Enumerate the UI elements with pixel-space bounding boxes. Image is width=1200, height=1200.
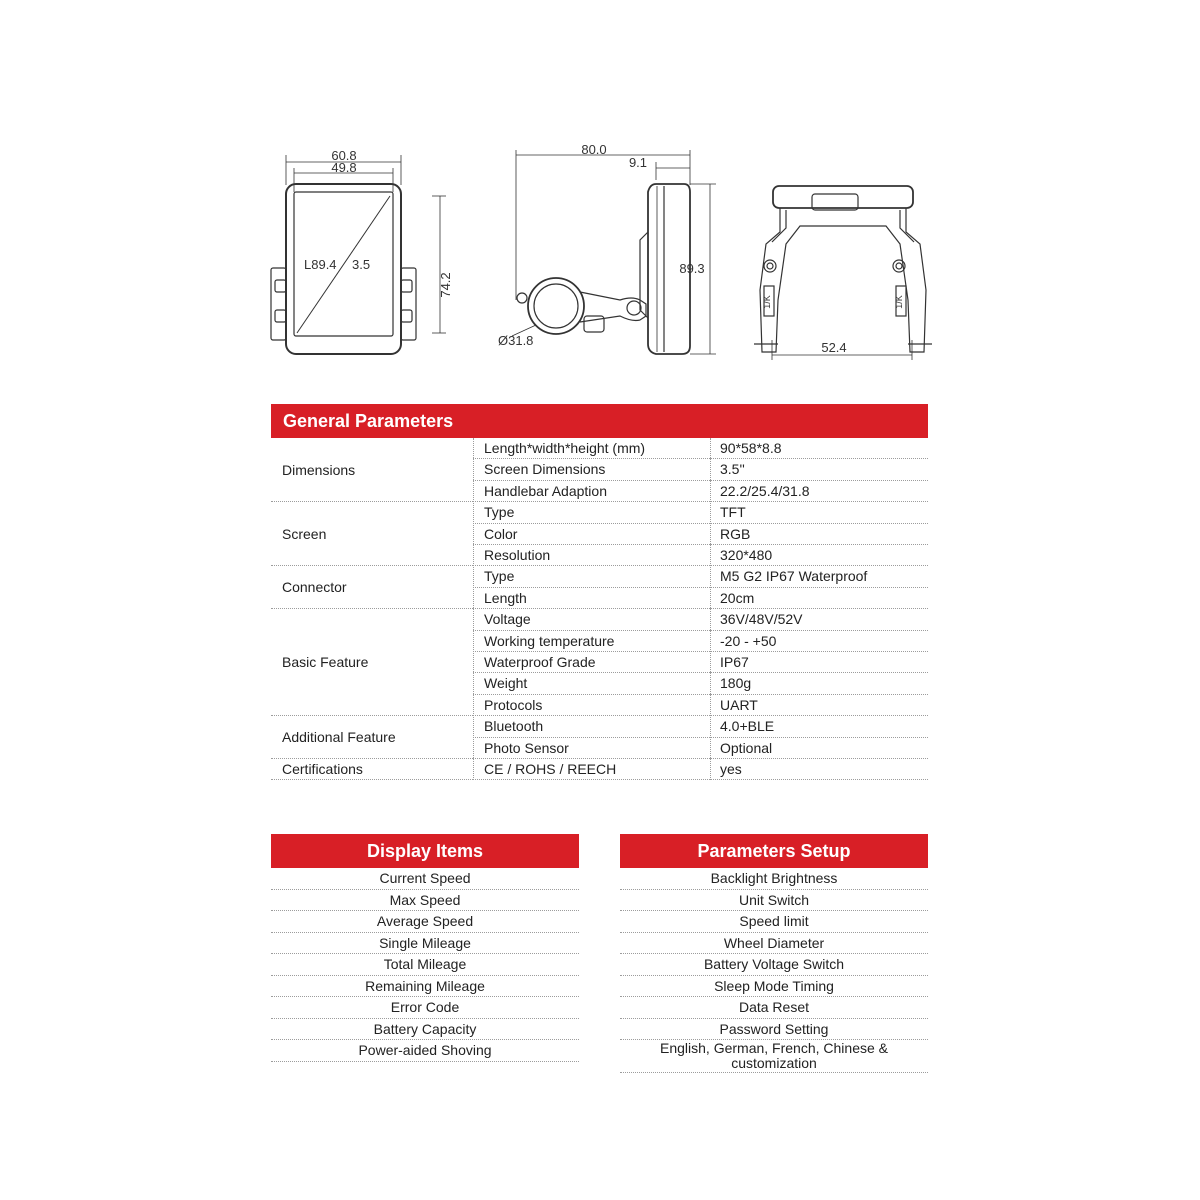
parameters-setup-section (620, 834, 928, 1073)
param-value: TFT (710, 502, 928, 523)
side-clamp-diameter: Ø31.8 (498, 333, 534, 348)
group-label: Connector (271, 566, 473, 609)
side-depth: 80.0 (581, 142, 607, 157)
list-item: Speed limit (620, 911, 928, 933)
general-parameters-title: General Parameters (271, 404, 928, 438)
list-item: Data Reset (620, 997, 928, 1019)
param-value: -20 - +50 (710, 631, 928, 652)
front-diag-length: L89.4 (304, 257, 337, 272)
column-divider (710, 438, 711, 780)
param-value: Optional (710, 738, 928, 759)
param-value: 180g (710, 673, 928, 694)
back-mount-width: 52.4 (821, 340, 847, 355)
param-name: Color (473, 524, 710, 545)
list-item: Max Speed (271, 890, 579, 912)
list-item: Current Speed (271, 868, 579, 890)
param-name: Screen Dimensions (473, 459, 710, 480)
front-diag-size: 3.5 (352, 257, 371, 272)
list-item: English, German, French, Chinese & customization (620, 1040, 928, 1073)
param-name: Voltage (473, 609, 710, 630)
front-height: 74.2 (438, 272, 453, 298)
parameters-setup-title: Parameters Setup (620, 834, 928, 868)
back-label-right: 1/K (894, 295, 904, 309)
param-name: Bluetooth (473, 716, 710, 737)
param-value: 90*58*8.8 (710, 438, 928, 459)
column-divider (473, 438, 474, 780)
param-name: Waterproof Grade (473, 652, 710, 673)
group-label: Dimensions (271, 438, 473, 502)
list-item: Battery Voltage Switch (620, 954, 928, 976)
display-items-title: Display Items (271, 834, 579, 868)
list-item: Password Setting (620, 1019, 928, 1041)
param-name: Photo Sensor (473, 738, 710, 759)
back-view-drawing (754, 186, 932, 360)
param-name: Type (473, 502, 710, 523)
param-value: M5 G2 IP67 Waterproof (710, 566, 928, 587)
list-item: Wheel Diameter (620, 933, 928, 955)
list-item: Battery Capacity (271, 1019, 579, 1041)
list-item: Sleep Mode Timing (620, 976, 928, 998)
general-parameters-section (271, 404, 928, 780)
front-view-drawing (271, 155, 446, 354)
group-label: Additional Feature (271, 716, 473, 759)
param-name: Weight (473, 673, 710, 694)
param-value: IP67 (710, 652, 928, 673)
technical-drawings (0, 0, 1200, 400)
param-name: Length (473, 588, 710, 609)
param-value: UART (710, 695, 928, 716)
param-name: Handlebar Adaption (473, 481, 710, 502)
group-label: Basic Feature (271, 609, 473, 716)
list-item: Single Mileage (271, 933, 579, 955)
param-name: Working temperature (473, 631, 710, 652)
front-width-outer: 60.8 (331, 148, 357, 163)
param-value: 22.2/25.4/31.8 (710, 481, 928, 502)
param-name: Type (473, 566, 710, 587)
param-value: 20cm (710, 588, 928, 609)
param-value: yes (710, 759, 928, 780)
param-name: CE / ROHS / REECH (473, 759, 710, 780)
front-width-inner: 49.8 (331, 160, 357, 175)
list-item: Remaining Mileage (271, 976, 579, 998)
list-item: Error Code (271, 997, 579, 1019)
param-name: Length*width*height (mm) (473, 438, 710, 459)
list-item: Total Mileage (271, 954, 579, 976)
list-item: Backlight Brightness (620, 868, 928, 890)
side-height: 89.3 (679, 261, 705, 276)
group-label: Certifications (271, 759, 473, 780)
side-view-drawing (512, 150, 716, 354)
param-value: 36V/48V/52V (710, 609, 928, 630)
back-label-left: 1/K (762, 295, 772, 309)
general-parameters-table (271, 438, 928, 780)
param-name: Resolution (473, 545, 710, 566)
group-label: Screen (271, 502, 473, 566)
param-value: 320*480 (710, 545, 928, 566)
list-item: Average Speed (271, 911, 579, 933)
display-items-section (271, 834, 579, 1062)
param-value: 3.5'' (710, 459, 928, 480)
display-items-list (271, 868, 579, 1062)
param-value: 4.0+BLE (710, 716, 928, 737)
side-thickness: 9.1 (628, 155, 648, 170)
list-item: Unit Switch (620, 890, 928, 912)
parameters-setup-list (620, 868, 928, 1073)
list-item: Power-aided Shoving (271, 1040, 579, 1062)
param-name: Protocols (473, 695, 710, 716)
param-value: RGB (710, 524, 928, 545)
